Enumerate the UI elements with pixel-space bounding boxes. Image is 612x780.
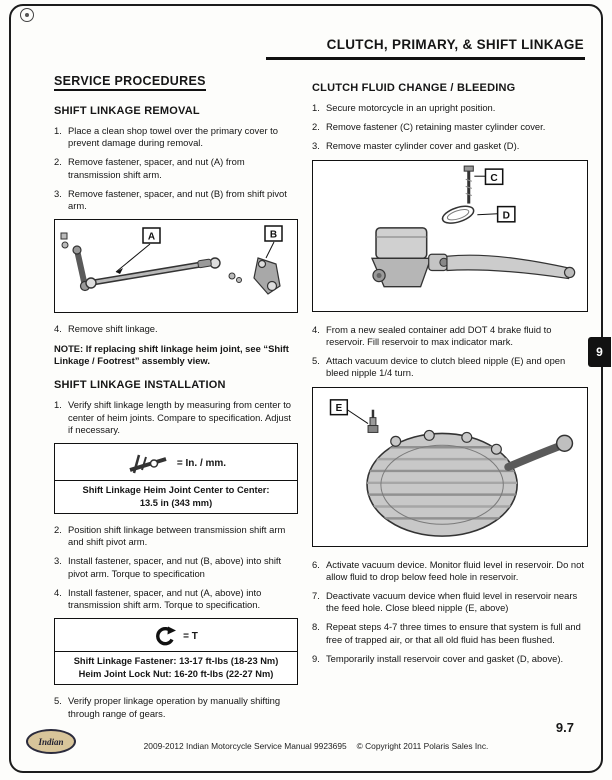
step-number: 1. [54,399,62,411]
heading-shift-linkage-removal: SHIFT LINKAGE REMOVAL [54,105,200,117]
torque-icon-label: = T [183,630,198,642]
step-number: 2. [54,156,62,168]
step-number: 4. [312,323,320,335]
indian-logo-text: Indian [38,736,64,747]
figure-master-cylinder [312,160,588,312]
step-number: 2. [54,524,62,536]
step-text: Remove fastener (C) retaining master cylinder cover. [326,121,546,133]
chapter-tab: 9 [588,337,611,367]
removal-step-3 [54,188,298,212]
step-number: 1. [312,102,320,113]
measure-icon-row [55,444,297,480]
right-column [312,80,588,672]
measure-spec-box [54,443,298,514]
step-number: 4. [54,323,62,335]
footer [80,741,552,751]
removal-step-2 [54,156,298,180]
corner-mark-icon [20,8,34,22]
step-number: 8. [312,621,320,633]
clutch-cover-illustration [313,388,587,546]
figure-shift-linkage [54,219,298,313]
step-number: 2. [312,121,320,133]
callout-b: B [269,229,278,241]
step-text: Deactivate vacuum device when fluid level in reservoir nears the feed hole. Close bleed nipple (E, above) [326,589,578,614]
left-column [54,72,298,727]
torque-icon-row [55,619,297,651]
measure-spec-title: Shift Linkage Heim Joint Center to Center: [82,485,270,495]
bleed-step-6 [312,559,588,583]
install-step-4 [54,587,298,611]
step-text: Attach vacuum device to clutch bleed nipple (E) and open bleed nipple 1/4 turn. [326,355,566,379]
step-text: Position shift linkage between transmission shift arm and shift pivot arm. [68,524,286,548]
bleed-step-8 [312,621,588,645]
figure-clutch-cover [312,387,588,547]
master-cylinder-illustration [313,161,587,311]
heading-clutch-fluid-bleeding: CLUTCH FLUID CHANGE / BLEEDING [312,82,516,94]
removal-step-1 [54,125,298,149]
torque-spec-line2: Heim Joint Lock Nut: 16-20 ft-lbs (22-27 Nm) [78,669,274,680]
callout-a: A [147,231,156,243]
step-text: Remove shift linkage. [68,323,158,335]
install-step-2 [54,524,298,548]
step-number: 7. [312,589,320,601]
bleed-step-9 [312,653,588,665]
install-step-3 [54,555,298,579]
step-text: Remove fastener, spacer, and nut (B) from shift pivot arm. [68,187,287,212]
page-title: CLUTCH, PRIMARY, & SHIFT LINKAGE [326,37,584,52]
step-number: 5. [54,695,62,707]
heading-shift-linkage-installation: SHIFT LINKAGE INSTALLATION [54,379,226,392]
step-number: 3. [312,140,320,152]
step-number: 3. [54,187,62,199]
step-text: Place a clean shop towel over the primary cover to prevent damage during removal. [68,125,278,149]
step-text: Install fastener, spacer, and nut (B, above) into shift pivot arm. Torque to specification [68,555,282,579]
bleed-step-5 [312,355,588,379]
install-step-1 [54,399,298,436]
bleed-step-1 [312,102,588,114]
footer-copyright: © Copyright 2011 Polaris Sales Inc. [356,741,489,751]
step-text: Remove fastener, spacer, and nut (A) from transmission shift arm. [68,156,245,180]
callout-c: C [490,172,498,184]
callout-d: D [502,209,510,221]
section-title: SERVICE PROCEDURES [54,74,206,91]
torque-icon [154,626,176,646]
step-number: 9. [312,652,320,664]
step-text: Activate vacuum device. Monitor fluid level in reservoir. Do not allow fluid to drop below feed hole in reservoir. [326,558,584,582]
indian-logo [26,729,76,754]
step-text: Temporarily install reservoir cover and gasket (D, above). [326,652,564,664]
bleed-step-4 [312,324,588,348]
shift-linkage-illustration [55,220,297,312]
callout-e: E [335,402,343,414]
footer-manual-text: 2009-2012 Indian Motorcycle Service Manual 9923695 [143,741,347,751]
measure-spec-value: 13.5 in (343 mm) [139,498,213,509]
step-number: 1. [54,125,62,136]
step-number: 5. [312,355,320,367]
bleed-step-2 [312,121,588,133]
torque-spec-box [54,618,298,685]
install-step-5 [54,695,298,719]
step-text: Secure motorcycle in an upright position. [326,102,496,113]
bleed-step-3 [312,140,588,152]
torque-spec-body [55,651,297,684]
step-text: Repeat steps 4-7 three times to ensure that system is full and free of trapped air, or that all old fluid has been flushed. [326,621,581,645]
bleed-step-7 [312,590,588,614]
torque-spec-line1: Shift Linkage Fastener: 13-17 ft-lbs (18-23 Nm) [73,656,279,667]
step-text: From a new sealed container add DOT 4 brake fluid to reservoir. Fill reservoir to max indicator mark. [326,323,552,347]
step-number: 6. [312,558,320,570]
measure-icon-label: = In. / mm. [176,457,227,469]
step-number: 3. [54,555,62,567]
caliper-icon [126,451,170,475]
removal-step-4 [54,323,298,335]
step-number: 4. [54,586,62,598]
step-text: Verify proper linkage operation by manually shifting through range of gears. [68,695,281,719]
title-rule [266,57,585,60]
page-number: 9.7 [555,720,574,735]
note-heim-joint: NOTE: If replacing shift linkage heim joint, see “Shift Linkage / Footrest” assembly view. [54,342,289,366]
step-text: Install fastener, spacer, and nut (A, above) into transmission shift arm. Torque to specification. [68,586,262,611]
step-text: Remove master cylinder cover and gasket (D). [326,140,520,152]
measure-spec-body [55,480,297,513]
step-text: Verify shift linkage length by measuring from center to center of heim joints. Compare to specification. Adjust if necessary. [68,399,292,435]
